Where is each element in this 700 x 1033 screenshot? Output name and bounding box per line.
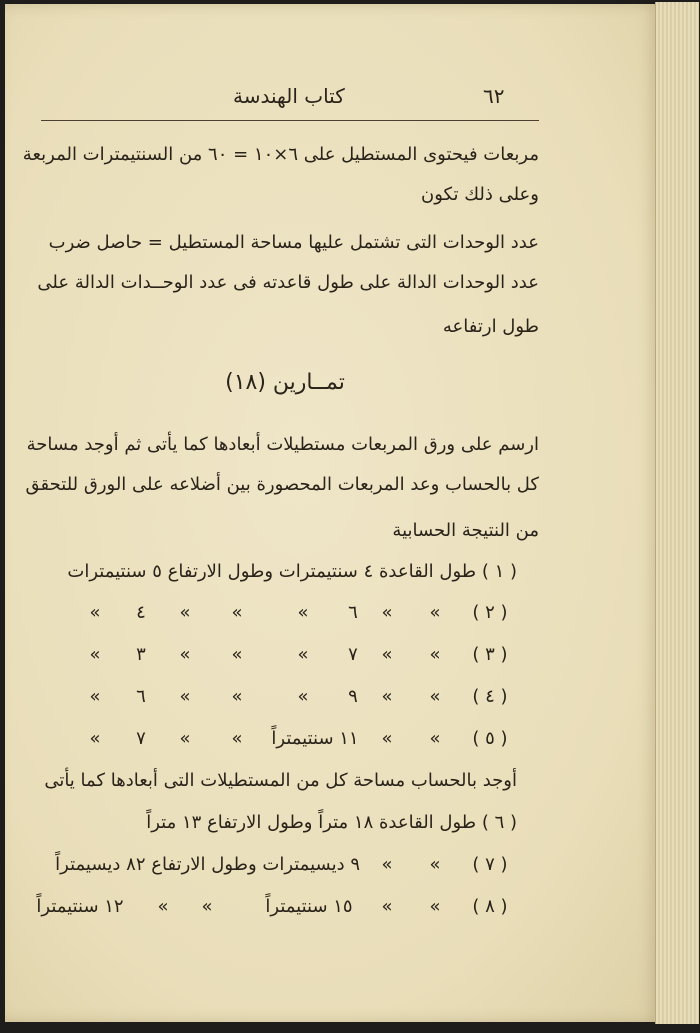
base-value: ١٥ سنتيمتراً — [265, 896, 353, 917]
base-value: ١١ سنتيمتراً — [271, 728, 359, 749]
height-value: ٤ — [136, 602, 146, 623]
ditto-mark: » — [157, 896, 169, 917]
ditto-mark: » — [89, 644, 101, 665]
ditto-mark: » — [231, 644, 243, 665]
ditto-mark: » — [381, 854, 393, 875]
height-value: ١٢ سنتيمتراً — [36, 896, 124, 917]
height-value: ٣ — [136, 644, 146, 665]
instruction-line: كل بالحساب وعد المربعات المحصورة بين أضلاعه على الورق للتحقق — [25, 474, 539, 495]
page-number: ٦٢ — [483, 84, 505, 108]
ditto-mark: » — [381, 686, 393, 707]
ditto-mark: » — [89, 602, 101, 623]
instruction-line: ارسم على ورق المربعات مستطيلات أبعادها كما يأتى ثم أوجد مساحة — [26, 434, 539, 455]
exercise-item: ( ٦ ) طول القاعدة ١٨ متراً وطول الارتفاع ١٣ متراً — [146, 812, 517, 833]
ditto-mark: » — [231, 686, 243, 707]
header-rule — [41, 120, 539, 121]
height-value: ٧ — [136, 728, 146, 749]
item-number: ( ٢ ) — [472, 602, 508, 623]
ditto-mark: » — [179, 686, 191, 707]
ditto-mark: » — [381, 602, 393, 623]
ditto-mark: » — [297, 602, 309, 623]
ditto-mark: » — [89, 728, 101, 749]
ditto-mark: » — [231, 602, 243, 623]
ditto-mark: » — [429, 728, 441, 749]
ditto-mark: » — [429, 686, 441, 707]
page-edges — [655, 2, 699, 1024]
paragraph-line: وعلى ذلك تكون — [421, 184, 539, 205]
paragraph-line: مربعات فيحتوى المستطيل على ٦×١٠ = ٦٠ من السنتيمترات المربعة — [22, 144, 539, 165]
ditto-mark: » — [179, 728, 191, 749]
instruction-line: أوجد بالحساب مساحة كل من المستطيلات التى أبعادها كما يأتى — [44, 770, 517, 791]
item-number: ( ٥ ) — [472, 728, 508, 749]
ditto-mark: » — [231, 728, 243, 749]
ditto-mark: » — [429, 644, 441, 665]
ditto-mark: » — [429, 896, 441, 917]
running-title: كتاب الهندسة — [233, 84, 345, 108]
ditto-mark: » — [297, 686, 309, 707]
item-number: ( ٤ ) — [472, 686, 508, 707]
exercise-item: ( ١ ) طول القاعدة ٤ سنتيمترات وطول الارتفاع ٥ سنتيمترات — [67, 561, 517, 582]
ditto-mark: » — [179, 644, 191, 665]
ditto-mark: » — [381, 728, 393, 749]
ditto-mark: » — [201, 896, 213, 917]
ditto-mark: » — [381, 644, 393, 665]
book-page — [5, 4, 660, 1022]
item-number: ( ٧ ) — [472, 854, 508, 875]
height-value: ٦ — [136, 686, 146, 707]
ditto-mark: » — [429, 854, 441, 875]
ditto-mark: » — [179, 602, 191, 623]
ditto-mark: » — [297, 644, 309, 665]
paragraph-line: عدد الوحدات الدالة على طول قاعدته فى عدد الوحــدات الدالة على — [37, 272, 539, 293]
exercise-heading: تمــارين (١٨) — [225, 370, 345, 395]
ditto-mark: » — [89, 686, 101, 707]
item-number: ( ٣ ) — [472, 644, 508, 665]
instruction-line: من النتيجة الحسابية — [392, 520, 539, 541]
ditto-mark: » — [381, 896, 393, 917]
dimension-text: ٩ ديسيمترات وطول الارتفاع ٨٢ ديسيمتراً — [55, 854, 360, 875]
item-number: ( ٨ ) — [472, 896, 508, 917]
ditto-mark: » — [429, 602, 441, 623]
base-value: ٩ — [348, 686, 358, 707]
paragraph-line: عدد الوحدات التى تشتمل عليها مساحة المستطيل = حاصل ضرب — [48, 232, 539, 253]
base-value: ٦ — [348, 602, 358, 623]
paragraph-line: طول ارتفاعه — [442, 316, 539, 337]
base-value: ٧ — [348, 644, 358, 665]
